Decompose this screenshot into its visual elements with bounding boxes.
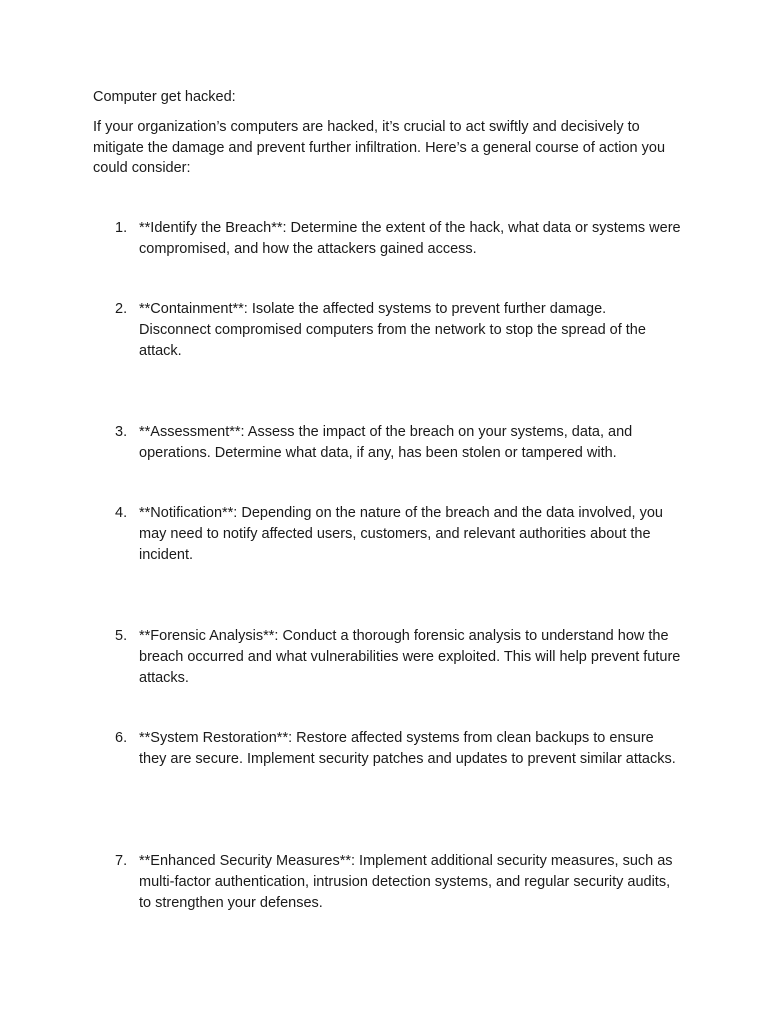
list-item-text: **Identify the Breach**: Determine the extent of the hack, what data or systems were compromised, and how the attackers gained access. xyxy=(139,220,681,257)
list-number: 6. xyxy=(115,730,128,746)
intro-paragraph: If your organization’s computers are hacked, it’s crucial to act swiftly and decisively to mitigate the damage and prevent further infiltration. Here’s a general course of action you could consider: xyxy=(93,119,666,176)
list-number: 5. xyxy=(115,628,128,644)
list-item-text: **Notification**: Depending on the nature of the breach and the data involved, you may need to notify affected users, customers, and relevant authorities about the incident. xyxy=(139,505,663,563)
list-number: 1. xyxy=(115,220,128,236)
list-item-text: **System Restoration**: Restore affected systems from clean backups to ensure they are secure. Implement security patches and updates to prevent similar attacks. xyxy=(139,730,676,767)
document-heading: Computer get hacked: xyxy=(93,89,236,105)
list-number: 4. xyxy=(115,505,128,521)
list-item-text: **Assessment**: Assess the impact of the breach on your systems, data, and operations. Determine what data, if any, has been stolen or tampered with. xyxy=(139,424,633,461)
list-number: 2. xyxy=(115,301,128,317)
list-item-text: **Containment**: Isolate the affected systems to prevent further damage. Disconnect compromised computers from the network to stop the spread of the attack. xyxy=(139,301,646,359)
list-item-text: **Enhanced Security Measures**: Implement additional security measures, such as multi-factor authentication, intrusion detection systems, and regular security audits, to strengthen your defenses. xyxy=(139,853,673,911)
list-number: 7. xyxy=(115,853,128,869)
list-number: 3. xyxy=(115,424,128,440)
list-item-text: **Forensic Analysis**: Conduct a thorough forensic analysis to understand how the breach occurred and what vulnerabilities were exploited. This will help prevent future attacks. xyxy=(139,628,681,686)
